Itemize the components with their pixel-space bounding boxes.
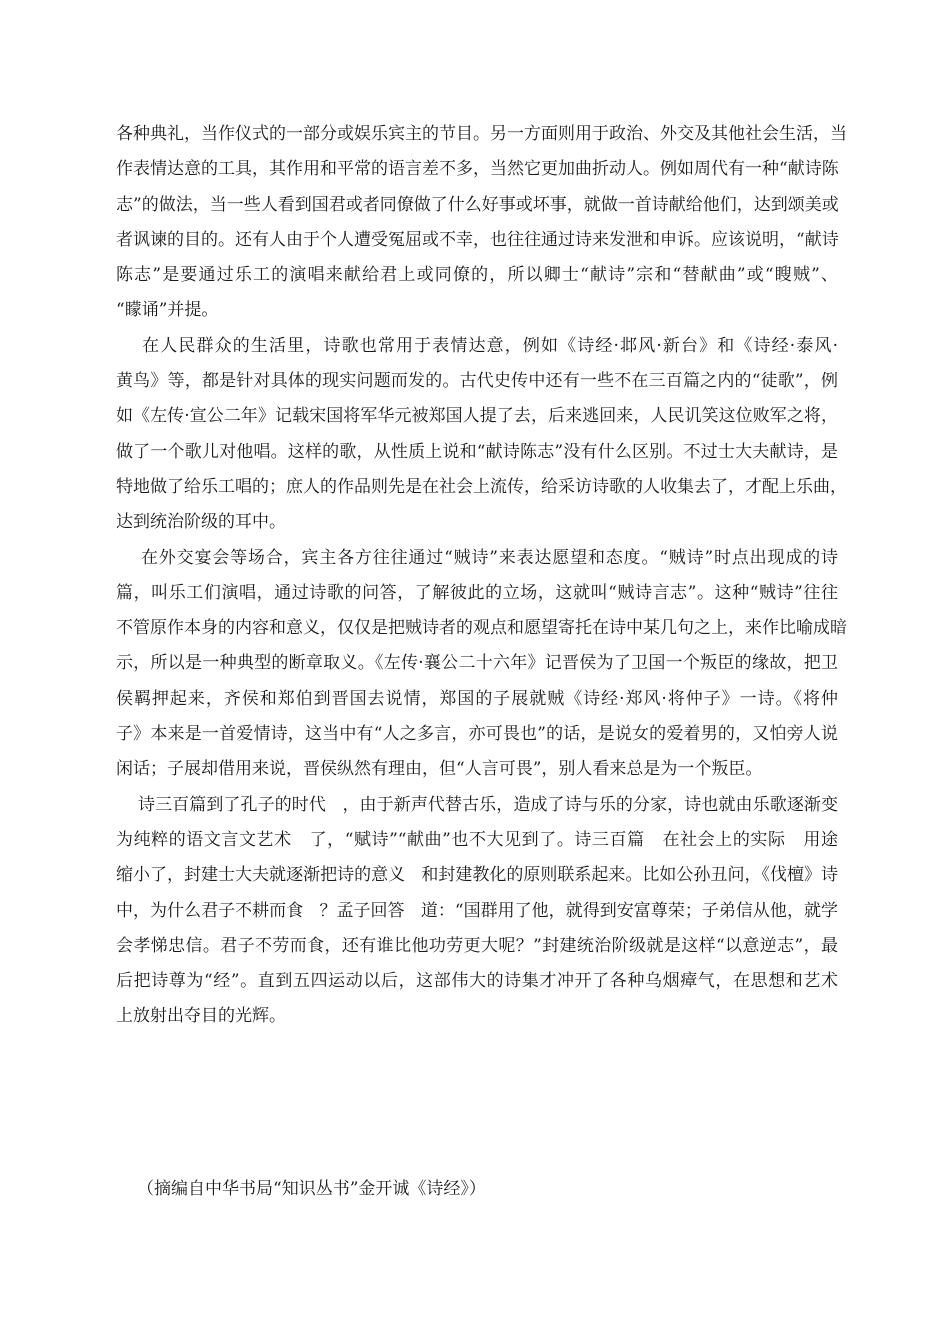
text-line: 子》本来是一首爱情诗，这当中有“人之多言，亦可畏也”的话，是说女的爱着男的，又怕旁人说 bbox=[116, 724, 838, 745]
text-line: 诗三百篇到了孔子的时代 ，由于新声代替古乐，造成了诗与乐的分家，诗也就由乐歌逐渐变 bbox=[116, 794, 838, 815]
text-line: 缩小了，封建士大夫就逐渐把诗的意义 和封建教化的原则联系起来。比如公孙丑问，《伐檀》诗 bbox=[116, 865, 838, 886]
paragraph-4 bbox=[116, 788, 838, 1035]
paragraph-1 bbox=[116, 117, 847, 329]
text-line: 上放射出夺目的光辉。 bbox=[116, 1006, 286, 1027]
text-line: 侯羁押起来，齐侯和郑伯到晋国去说情，郑国的子展就贼《诗经·郑风·将仲子》一诗。《将仲 bbox=[116, 688, 838, 709]
text-line: 不管原作本身的内容和意义，仅仅是把贼诗者的观点和愿望寄托在诗中某几句之上，来作比喻成暗 bbox=[116, 618, 847, 639]
text-line: 作表情达意的工具，其作用和平常的语言差不多，当然它更加曲折动人。例如周代有一种“献诗陈 bbox=[116, 159, 839, 180]
text-line: 特地做了给乐工唱的；庶人的作品则先是在社会上流传，给采访诗歌的人收集去了，才配上乐曲， bbox=[116, 476, 847, 497]
text-line: 者讽谏的目的。还有人由于个人遭受冤屈或不幸，也往往通过诗来发泄和申诉。应该说明，“献诗 bbox=[116, 229, 839, 250]
text-line: 志”的做法，当一些人看到国君或者同僚做了什么好事或坏事，就做一首诗献给他们，达到颂美或 bbox=[116, 194, 839, 215]
paragraph-2 bbox=[116, 329, 847, 541]
text-line: 篇，叫乐工们演唱，通过诗歌的问答，了解彼此的立场，这就叫“贼诗言志”。这种“贼诗”往往 bbox=[116, 582, 838, 603]
text-line: 如《左传·宣公二年》记载宋国将军华元被郑国人提了去，后来逃回来，人民讥笑这位败军之将， bbox=[116, 406, 838, 427]
text-line: 在外交宴会等场合，宾主各方往往通过“贼诗”来表达愿望和态度。“贼诗”时点出现成的诗 bbox=[116, 547, 838, 568]
source-citation: （摘编自中华书局“知识丛书”金开诚《诗经》） bbox=[137, 1179, 486, 1199]
document-body bbox=[116, 117, 847, 1035]
text-line: 陈志”是要通过乐工的演唱来献给君上或同僚的，所以卿士“献诗”宗和“替献曲”或“瞍贼”、 bbox=[116, 265, 838, 286]
text-line: 示，所以是一种典型的断章取义。《左传·襄公二十六年》记晋侯为了卫国一个叛臣的缘故，把卫 bbox=[116, 653, 838, 674]
text-line: 黄鸟》等，都是针对具体的现实问题而发的。古代史传中还有一些不在三百篇之内的“徒歌”，例 bbox=[116, 371, 838, 392]
text-line: 闲话；子展却借用来说，晋侯纵然有理由，但“人言可畏”，别人看来总是为一个叛臣。 bbox=[116, 759, 763, 780]
text-line: 达到统治阶级的耳中。 bbox=[116, 512, 286, 533]
paragraph-3 bbox=[116, 541, 847, 788]
text-line: 做了一个歌儿对他唱。这样的歌，从性质上说和“献诗陈志”没有什么区别。不过士大夫献诗，是 bbox=[116, 441, 838, 462]
text-line: 为纯粹的语文言文艺术 了，“赋诗”“献曲”也不大见到了。诗三百篇 在社会上的实际 用途 bbox=[116, 829, 838, 850]
text-line: 各种典礼，当作仪式的一部分或娱乐宾主的节目。另一方面则用于政治、外交及其他社会生活，当 bbox=[116, 124, 847, 144]
text-line: “矇诵”并提。 bbox=[116, 300, 219, 321]
text-line: 中，为什么君子不耕而食 ？孟子回答 道：“国群用了他，就得到安富尊荣；子弟信从他，就学 bbox=[116, 900, 838, 921]
text-line: 在人民群众的生活里，诗歌也常用于表情达意，例如《诗经·邶风·新台》和《诗经·泰风· bbox=[116, 335, 838, 356]
text-line: 会孝悌忠信。君子不劳而食，还有谁比他功劳更大呢？”封建统治阶级就是这样“以意逆志”，最 bbox=[116, 935, 838, 956]
text-line: 后把诗尊为“经”。直到五四运动以后，这部伟大的诗集才冲开了各种乌烟瘴气，在思想和艺术 bbox=[116, 971, 838, 992]
